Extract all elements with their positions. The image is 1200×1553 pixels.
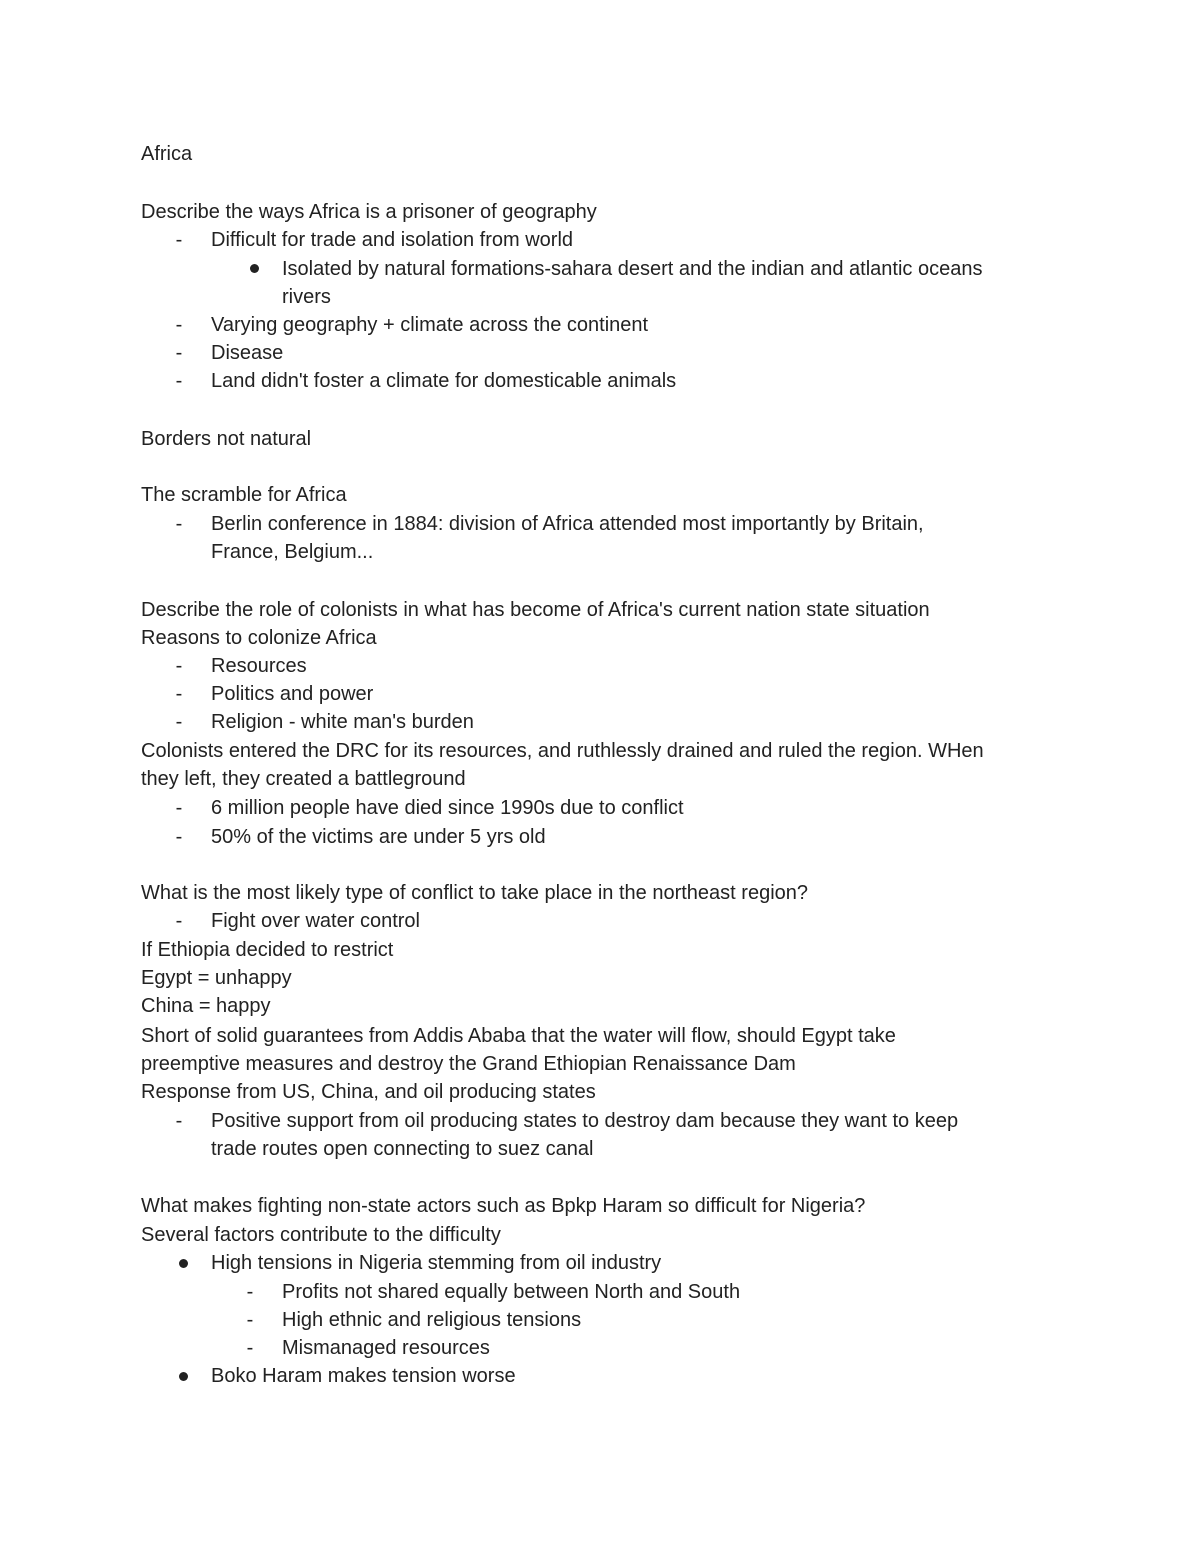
- list-item: Difficult for trade and isolation from world: [211, 229, 574, 251]
- list-item: Politics and power: [211, 683, 374, 705]
- list-item-continuation: rivers: [282, 286, 331, 308]
- reasons-heading: Reasons to colonize Africa: [141, 627, 377, 649]
- paragraph-line: China = happy: [141, 995, 271, 1017]
- dash-marker: -: [175, 655, 183, 677]
- list-item: High tensions in Nigeria stemming from oil industry: [211, 1252, 662, 1274]
- list-item: Berlin conference in 1884: division of Africa attended most importantly by Britain,: [211, 513, 924, 535]
- question-colonists: Describe the role of colonists in what has become of Africa's current nation state situation: [141, 599, 930, 621]
- list-item: Isolated by natural formations-sahara desert and the indian and atlantic oceans: [282, 258, 983, 280]
- question-northeast: What is the most likely type of conflict to take place in the northeast region?: [141, 882, 809, 904]
- bullet-icon: [179, 1372, 188, 1381]
- list-item: Varying geography + climate across the continent: [211, 314, 649, 336]
- dash-marker: -: [175, 711, 183, 733]
- bullet-icon: [250, 264, 259, 273]
- bullet-icon: [179, 1259, 188, 1268]
- paragraph-line: Several factors contribute to the difficulty: [141, 1224, 501, 1246]
- dash-marker: -: [175, 826, 183, 848]
- list-item: 6 million people have died since 1990s due to conflict: [211, 797, 684, 819]
- list-item: Boko Haram makes tension worse: [211, 1365, 516, 1387]
- list-item: Positive support from oil producing states to destroy dam because they want to keep: [211, 1110, 959, 1132]
- dash-marker: -: [246, 1337, 254, 1359]
- borders-heading: Borders not natural: [141, 428, 312, 450]
- dash-marker: -: [175, 314, 183, 336]
- scramble-heading: The scramble for Africa: [141, 484, 347, 506]
- paragraph-line: If Ethiopia decided to restrict: [141, 939, 394, 961]
- dash-marker: -: [175, 229, 183, 251]
- paragraph-line: Colonists entered the DRC for its resources, and ruthlessly drained and ruled the region. WHen: [141, 740, 984, 762]
- list-item: Fight over water control: [211, 910, 420, 932]
- list-item-continuation: France, Belgium...: [211, 541, 374, 563]
- dash-marker: -: [246, 1309, 254, 1331]
- paragraph-line: Response from US, China, and oil producing states: [141, 1081, 596, 1103]
- paragraph-line: Egypt = unhappy: [141, 967, 292, 989]
- dash-marker: -: [175, 910, 183, 932]
- dash-marker: -: [175, 1110, 183, 1132]
- dash-marker: -: [175, 513, 183, 535]
- list-item: Profits not shared equally between North and South: [282, 1281, 741, 1303]
- list-item: High ethnic and religious tensions: [282, 1309, 582, 1331]
- dash-marker: -: [246, 1281, 254, 1303]
- list-item: Resources: [211, 655, 307, 677]
- list-item: Mismanaged resources: [282, 1337, 490, 1359]
- question-nigeria: What makes fighting non-state actors such as Bpkp Haram so difficult for Nigeria?: [141, 1195, 866, 1217]
- paragraph-line: preemptive measures and destroy the Grand Ethiopian Renaissance Dam: [141, 1053, 796, 1075]
- document-title: Africa: [141, 143, 193, 165]
- dash-marker: -: [175, 370, 183, 392]
- dash-marker: -: [175, 797, 183, 819]
- paragraph-line: they left, they created a battleground: [141, 768, 466, 790]
- paragraph-line: Short of solid guarantees from Addis Ababa that the water will flow, should Egypt take: [141, 1025, 896, 1047]
- list-item: Religion - white man's burden: [211, 711, 474, 733]
- list-item: Disease: [211, 342, 284, 364]
- dash-marker: -: [175, 342, 183, 364]
- list-item: 50% of the victims are under 5 yrs old: [211, 826, 546, 848]
- list-item-continuation: trade routes open connecting to suez canal: [211, 1138, 594, 1160]
- dash-marker: -: [175, 683, 183, 705]
- question-geography: Describe the ways Africa is a prisoner of geography: [141, 201, 597, 223]
- list-item: Land didn't foster a climate for domesticable animals: [211, 370, 677, 392]
